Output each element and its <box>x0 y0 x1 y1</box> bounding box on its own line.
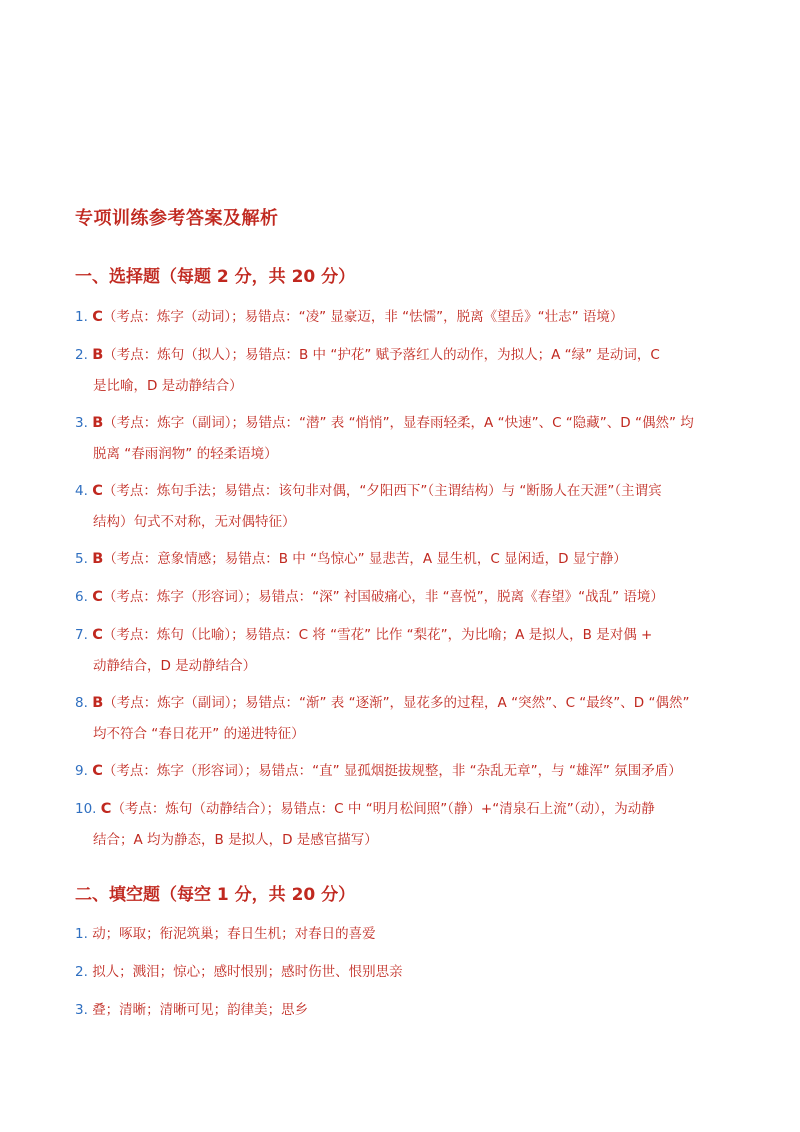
explanation-line: 结合；A 均为静态，B 是拟人，D 是感官描写） <box>93 832 378 848</box>
answer-letter: B <box>92 415 104 431</box>
answer-letter: B <box>92 695 104 711</box>
explanation-line: （考点：炼字（形容词）；易错点：“直” 显孤烟挺拔规整，非 “杂乱无章”，与 “雄浑” 氛围矛盾） <box>102 763 682 779</box>
choice-answer-item <box>75 476 737 538</box>
explanation-line: （考点：炼字（副词）；易错点：“渐” 表 “逐渐”，显花多的过程，A “突然”、C “最终”、D “偶然” <box>103 695 690 711</box>
answer-letter: B <box>92 347 104 363</box>
fill-blank-answer-item <box>75 919 737 950</box>
document-title: 专项训练参考答案及解析 <box>75 208 279 229</box>
answer-letter: B <box>92 551 104 567</box>
choice-answer-item <box>75 408 737 470</box>
answer-letter: C <box>92 483 103 499</box>
explanation-line: （考点：意象情感；易错点：B 中 “鸟惊心” 显悲苦，A 显生机，C 显闲适，D 显宁静） <box>103 551 627 567</box>
explanation-line: 结构）句式不对称，无对偶特征） <box>93 514 296 530</box>
answer-text: 动；啄取；衔泥筑巢；春日生机；对春日的喜爱 <box>92 926 376 942</box>
answer-text: 拟人；溅泪；惊心；感时恨别；感时伤世、恨别思亲 <box>92 964 403 980</box>
choice-answer-item <box>75 302 737 333</box>
answer-text: 叠；清晰；清晰可见；韵律美；思乡 <box>92 1002 309 1018</box>
item-number: 2. <box>75 347 88 363</box>
item-number: 4. <box>75 483 88 499</box>
explanation-line: 均不符合 “春日花开” 的递进特征） <box>93 726 305 742</box>
choice-answer-item <box>75 582 737 613</box>
choice-answer-item <box>75 340 737 402</box>
explanation-line: （考点：炼句（动静结合）；易错点：C 中 “明月松间照”（静）+“清泉石上流”（动），为动静 <box>111 801 655 817</box>
explanation-line: （考点：炼句（拟人）；易错点：B 中 “护花” 赋予落红人的动作，为拟人；A “绿” 是动词，C <box>103 347 660 363</box>
answer-letter: C <box>92 763 103 779</box>
explanation-line: （考点：炼字（动词）；易错点：“凌” 显豪迈，非 “怯懦”，脱离《望岳》“壮志” 语境） <box>102 309 624 325</box>
explanation-line: （考点：炼句手法；易错点：该句非对偶，“夕阳西下”（主谓结构）与 “断肠人在天涯”（主谓宾 <box>102 483 662 499</box>
answer-letter: C <box>92 589 103 605</box>
item-number: 1. <box>75 926 88 942</box>
item-number: 3. <box>75 415 88 431</box>
item-number: 10. <box>75 801 97 817</box>
item-number: 6. <box>75 589 88 605</box>
answer-letter: C <box>100 801 112 817</box>
item-number: 2. <box>75 964 88 980</box>
item-number: 9. <box>75 763 88 779</box>
section-heading-fill-blank: 二、填空题（每空 1 分，共 20 分） <box>75 885 356 905</box>
explanation-line: （考点：炼句（比喻）；易错点：C 将 “雪花” 比作 “梨花”，为比喻；A 是拟人，B 是对偶 + <box>102 627 653 643</box>
choice-answer-item <box>75 794 737 856</box>
item-number: 8. <box>75 695 88 711</box>
answer-letter: C <box>92 309 103 325</box>
choice-answer-item <box>75 688 737 750</box>
item-number: 7. <box>75 627 88 643</box>
explanation-line: 脱离 “春雨润物” 的轻柔语境） <box>93 446 278 462</box>
explanation-line: （考点：炼字（形容词）；易错点：“深” 衬国破痛心，非 “喜悦”，脱离《春望》“战乱” 语境） <box>102 589 664 605</box>
answer-letter: C <box>92 627 103 643</box>
item-number: 5. <box>75 551 88 567</box>
fill-blank-answer-item <box>75 995 737 1026</box>
explanation-line: 是比喻，D 是动静结合） <box>93 378 243 394</box>
item-number: 3. <box>75 1002 88 1018</box>
explanation-line: 动静结合，D 是动静结合） <box>93 658 257 674</box>
choice-answer-item <box>75 756 737 787</box>
choice-answer-item <box>75 620 737 682</box>
choice-answer-item <box>75 544 737 575</box>
fill-blank-answer-item <box>75 957 737 988</box>
explanation-line: （考点：炼字（副词）；易错点：“潜” 表 “悄悄”，显春雨轻柔，A “快速”、C “隐藏”、D “偶然” 均 <box>103 415 694 431</box>
item-number: 1. <box>75 309 88 325</box>
section-heading-choice: 一、选择题（每题 2 分，共 20 分） <box>75 267 356 287</box>
